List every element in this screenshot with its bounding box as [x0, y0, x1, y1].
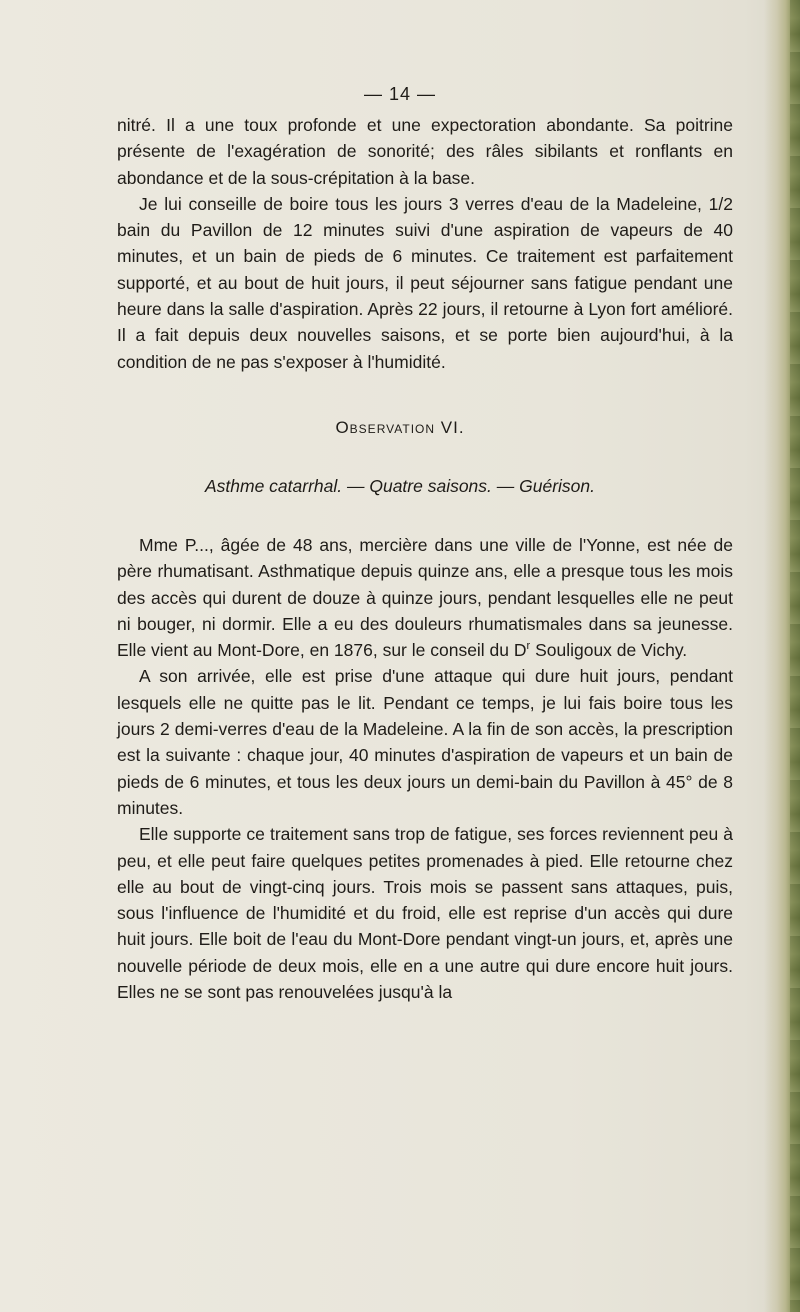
observation-heading: Observation VI.	[335, 418, 465, 437]
paragraph	[117, 532, 733, 663]
paragraph-text: Mme P..., âgée de 48 ans, mercière dans une ville de l'Yonne, est née de père rhumatisant. Asthmatique depuis quinze ans, elle a presque tous les mois des accès qui durent de douze à quinze jours, pendant lesquelles elle ne peut ni bouger, ni dormir. Elle a eu des douleurs rhumatismales dans sa jeunesse. Elle vient au Mont-Dore, en 1876, sur le conseil du D	[117, 535, 733, 661]
page-edge-shadow	[764, 0, 800, 1312]
case-v-conclusion	[117, 112, 733, 375]
paragraph: Je lui conseille de boire tous les jours 3 verres d'eau de la Madeleine, 1/2 bain du Pavillon de 12 minutes suivi d'une aspiration de vapeurs de 40 minutes, et un bain de pieds de 6 minutes. Ce traitement est parfaitement supporté, et au bout de huit jours, il peut séjourner sans fatigue pendant une heure dans la salle d'aspiration. Après 22 jours, il retourne à Lyon fort amélioré. Il a fait depuis deux nouvelles saisons, et se porte bien aujourd'hui, à la condition de ne pas s'exposer à l'humidité.	[117, 193, 733, 372]
paragraph: A son arrivée, elle est prise d'une attaque qui dure huit jours, pendant lesquels elle ne quitte pas le lit. Pendant ce temps, je lui fais boire tous les jours 2 demi-verres d'eau de la Madeleine. A la fin de son accès, la prescription est la suivante : chaque jour, 40 minutes d'aspiration de vapeurs et un bain de pieds de 6 minutes, et tous les deux jours un demi-bain du Pavillon à 45° de 8 minutes.	[117, 666, 733, 818]
superscript: r	[526, 640, 531, 653]
observation-subtitle: Asthme catarrhal. — Quatre saisons. — Guérison.	[204, 476, 596, 496]
paragraph: Elle supporte ce traitement sans trop de fatigue, ses forces reviennent peu à peu, et elle peut faire quelques petites promenades à pied. Elle retourne chez elle au bout de vingt-cinq jours. Trois mois se passent sans attaques, puis, sous l'influence de l'humidité et du froid, elle est reprise d'un accès qui dure huit jours. Elle boit de l'eau du Mont-Dore pendant vingt-un jours, et, après une nouvelle période de deux mois, elle en a une autre qui dure encore huit jours. Elles ne se sont pas renouvelées jusqu'à la	[117, 824, 733, 1003]
paragraph-text: Souligoux de Vichy.	[530, 640, 688, 661]
case-vi-body	[117, 532, 733, 1005]
paragraph: nitré. Il a une toux profonde et une expectoration abondante. Sa poitrine présente de l'exagération de sonorité; des râles sibilants et ronflants en abondance et de la sous-crépitation à la base.	[117, 115, 733, 188]
page-number: — 14 —	[363, 84, 437, 104]
